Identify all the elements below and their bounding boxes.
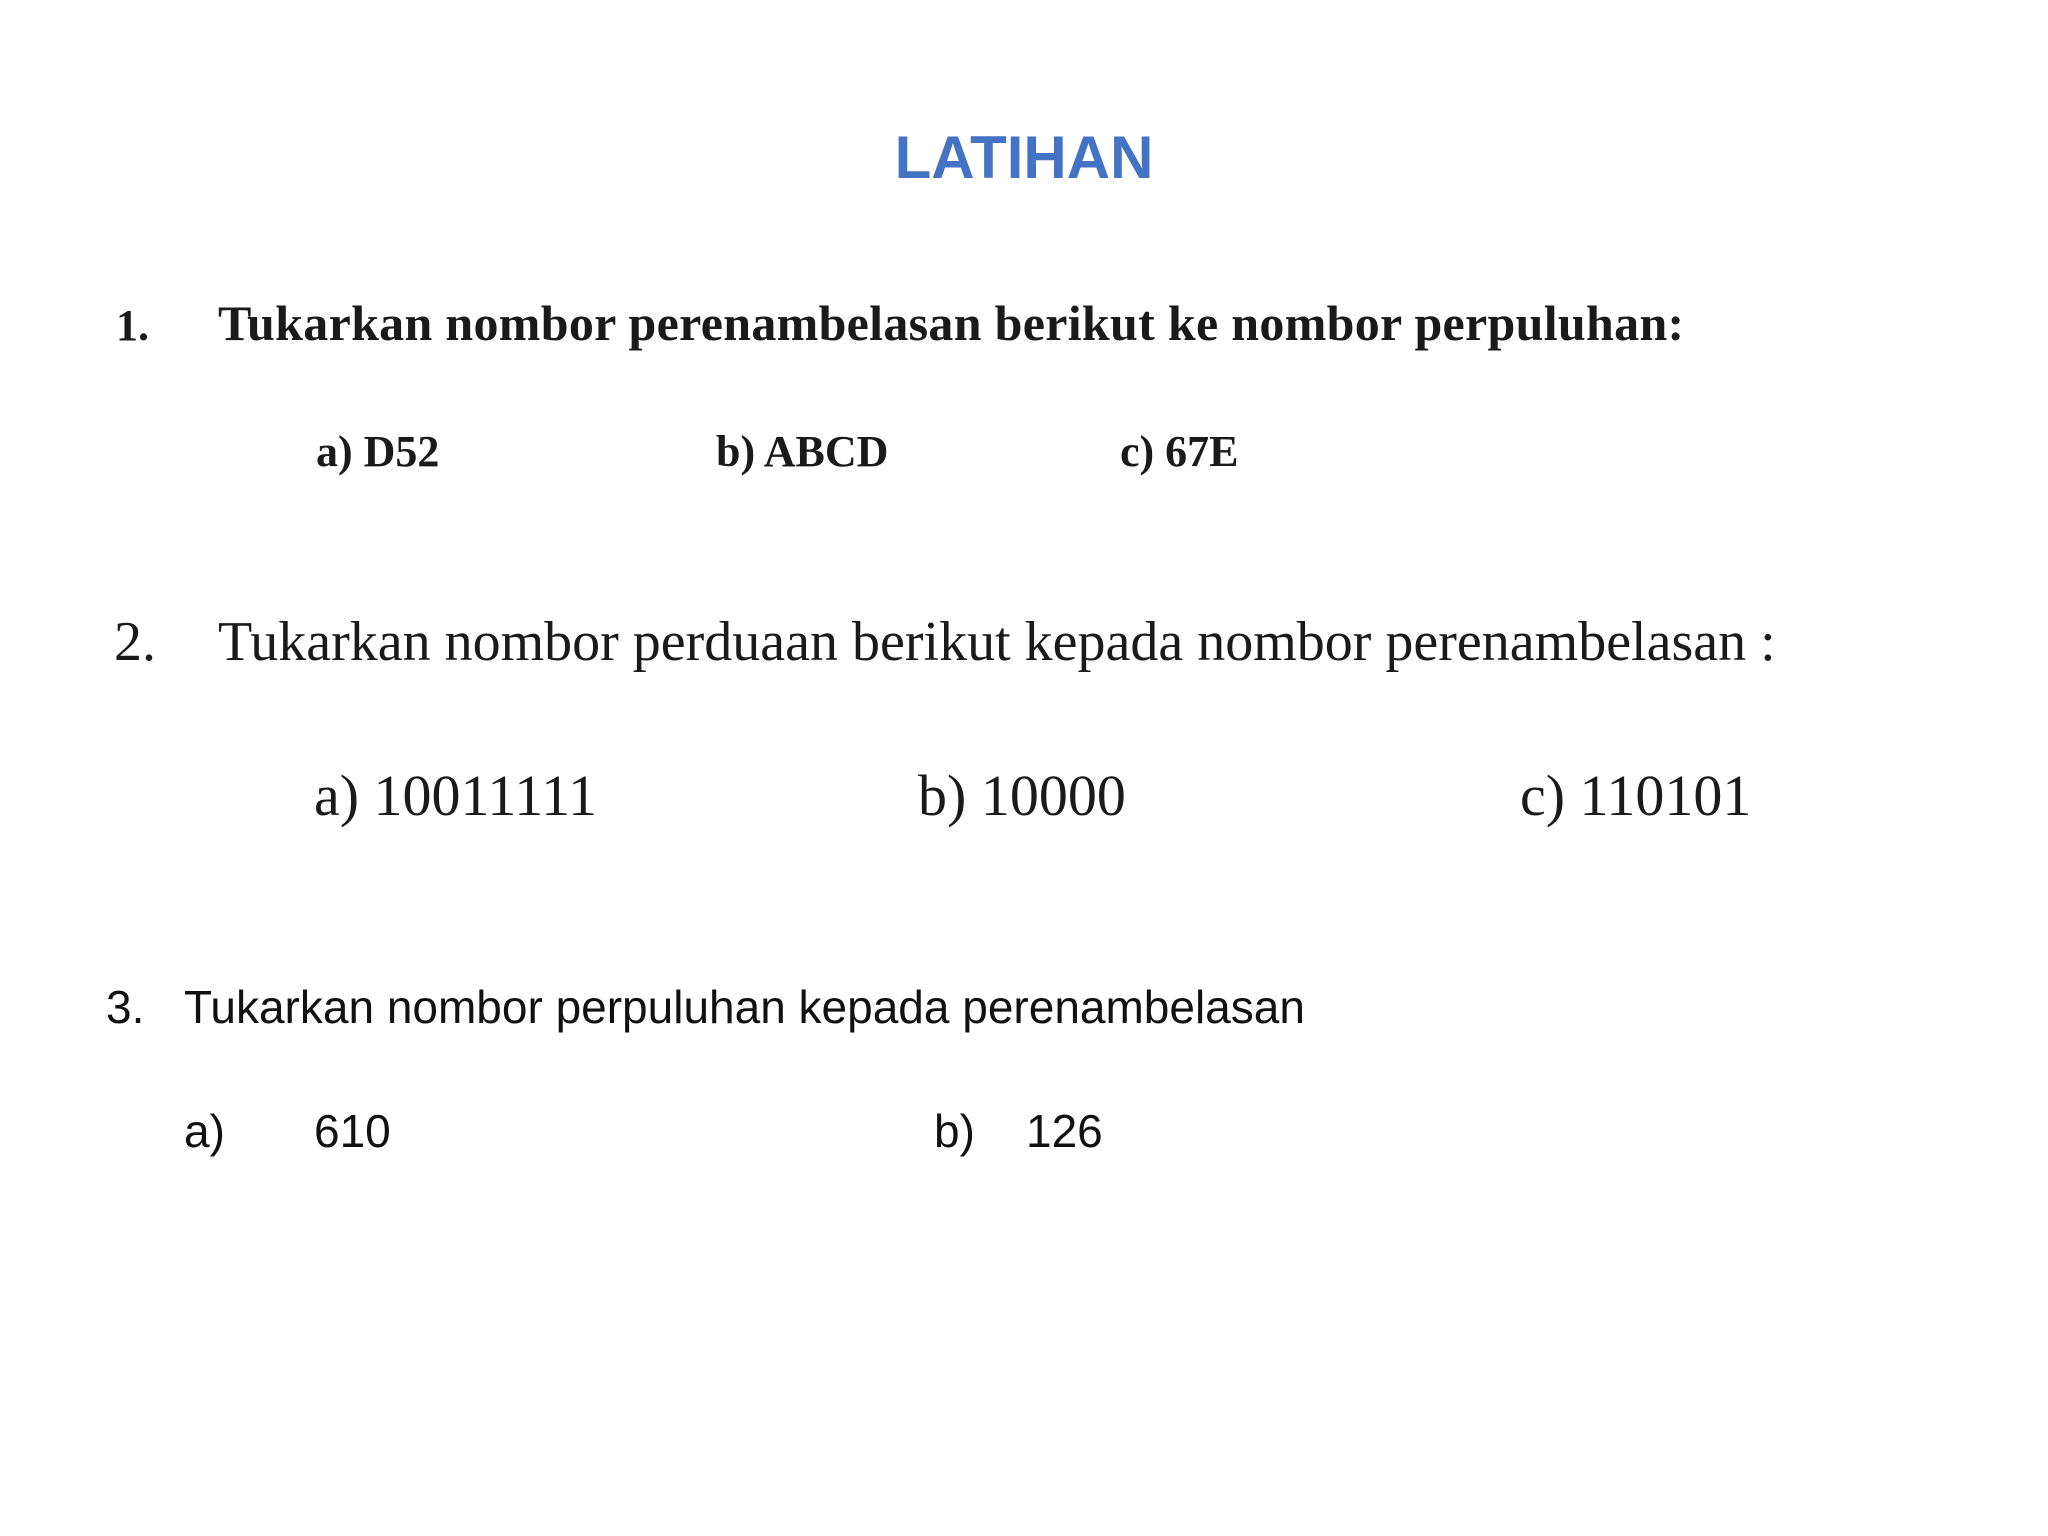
question-3-option-a-value: 610 bbox=[314, 1105, 391, 1157]
question-2-number: 2. bbox=[114, 611, 156, 673]
question-2-option-c: c) 110101 bbox=[1520, 763, 1752, 828]
question-1-option-b: b) ABCD bbox=[716, 427, 889, 476]
question-2-text: Tukarkan nombor perduaan berikut kepada nombor perenambelasan : bbox=[218, 611, 1776, 673]
question-3-text: Tukarkan nombor perpuluhan kepada perenambelasan bbox=[184, 981, 1305, 1033]
page-title: LATIHAN bbox=[894, 124, 1154, 191]
question-3-option-a-label: a) bbox=[184, 1105, 225, 1157]
question-1-text: Tukarkan nombor perenambelasan berikut ke nombor perpuluhan: bbox=[218, 295, 1685, 351]
question-1-option-a: a) D52 bbox=[316, 427, 440, 476]
question-2-option-a: a) 10011111 bbox=[314, 763, 597, 828]
question-3-option-b-value: 126 bbox=[1026, 1105, 1103, 1157]
question-1-number: 1. bbox=[116, 301, 149, 350]
question-3-number: 3. bbox=[106, 981, 145, 1033]
question-2-option-b: b) 10000 bbox=[918, 763, 1126, 828]
question-3-option-b-label: b) bbox=[934, 1105, 975, 1157]
question-1-option-c: c) 67E bbox=[1120, 427, 1239, 476]
